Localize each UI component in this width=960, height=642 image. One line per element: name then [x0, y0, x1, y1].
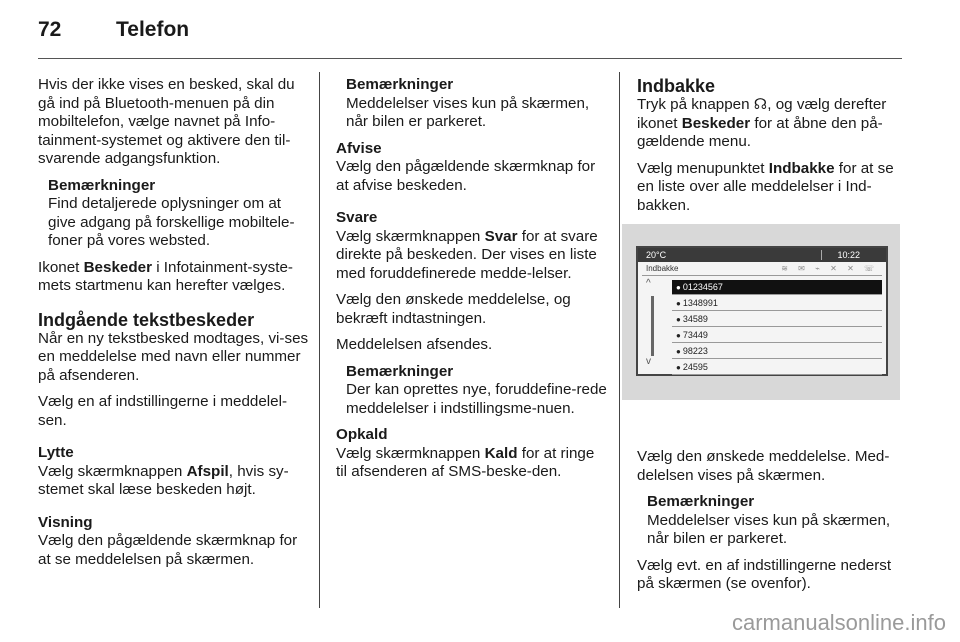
paragraph: Tryk på knappen ☊, og vælg derefter ikonet Beskeder for at åbne den på-gældende menu.: [637, 96, 887, 150]
screen-title: Indbakke: [646, 264, 679, 273]
envelope-icon: ●: [676, 283, 681, 292]
column-3-lower: [637, 448, 905, 602]
envelope-icon: ●: [676, 347, 681, 356]
paragraph: Vælg evt. en af indstillingerne nederst på skærmen (se ovenfor).: [637, 556, 892, 592]
list-item[interactable]: ● 1348991: [672, 296, 882, 311]
note-heading: Bemærkninger: [346, 76, 454, 93]
subheading-lytte: Lytte: [38, 444, 74, 461]
paragraph: Når en ny tekstbesked modtages, vi-ses en meddelelse med navn eller nummer på afsenderen.: [38, 329, 309, 384]
paragraph: Vælg den ønskede meddelelse, og bekræft indtastningen.: [336, 291, 571, 327]
note-box: [336, 363, 608, 419]
display: [636, 246, 888, 376]
envelope-icon: ●: [676, 331, 681, 340]
subheading-svare: Svare: [336, 209, 378, 226]
paragraph: Vælg menupunktet Indbakke for at se en liste over alle meddelelser i Ind-bakken.: [637, 159, 894, 214]
message-list: [672, 280, 882, 376]
status-bar: [638, 248, 886, 262]
envelope-icon: ●: [676, 315, 681, 324]
paragraph: Hvis der ikke vises en besked, skal du gå ind på Bluetooth-menuen på din mobiltelefon, vælge navnet på Info-tainment-systemet og aktivere den til-svarende adgangsfunktion.: [38, 76, 295, 167]
note-text: Find detaljerede oplysninger om at give adgang på forskellige mobiltele-foner på vores websted.: [48, 195, 295, 249]
note-box: [38, 177, 310, 251]
note-box: [336, 76, 608, 132]
paragraph: Vælg en af indstillingerne i meddelel-sen.: [38, 393, 288, 429]
scroll-track[interactable]: [651, 296, 654, 356]
page-title: Telefon: [116, 18, 190, 41]
envelope-icon: ●: [676, 363, 681, 372]
note-heading: Bemærkninger: [647, 493, 755, 510]
clock: 10:22: [837, 250, 860, 260]
header-rule: [38, 58, 902, 59]
paragraph: Vælg den ønskede meddelelse. Med-delelsen vises på skærmen.: [637, 448, 890, 484]
list-item[interactable]: ● 34589: [672, 312, 882, 327]
note-text: Meddelelser vises kun på skærmen, når bilen er parkeret.: [647, 511, 891, 547]
paragraph: Vælg skærmknappen Svar for at svare direkte på beskeden. Der vises en liste med foruddefinerede medde-lelser.: [336, 227, 598, 282]
phone-icon: ☊: [753, 96, 768, 113]
list-item[interactable]: ● 98223: [672, 344, 882, 359]
page-header: [38, 18, 902, 60]
list-item[interactable]: ● 01234567: [672, 280, 882, 295]
note-heading: Bemærkninger: [346, 362, 454, 380]
list-item[interactable]: ● 73449: [672, 328, 882, 343]
note-box: [637, 493, 905, 549]
paragraph: Vælg skærmknappen Afspil, hvis sy-stemet skal læse beskeden højt.: [38, 462, 289, 498]
subheading-opkald: Opkald: [336, 426, 388, 443]
column-divider: [619, 72, 620, 608]
paragraph: Vælg skærmknappen Kald for at ringe til afsenderen af SMS-beske-den.: [336, 444, 595, 480]
divider: [821, 250, 822, 260]
paragraph: Vælg den pågældende skærmknap for at afvise beskeden.: [336, 158, 596, 194]
envelope-icon: ●: [676, 299, 681, 308]
scroll-up-icon[interactable]: ^: [646, 278, 651, 289]
watermark: carmanualsonline.info: [731, 610, 946, 635]
column-1: [38, 76, 310, 577]
status-icons: ≋ ✉ ⌁ ✕ ✕ ☏: [781, 264, 878, 273]
note-text: Der kan oprettes nye, foruddefine-rede meddelelser i indstillingsme-nuen.: [346, 381, 607, 417]
temperature: 20°C: [646, 250, 667, 260]
page-number: 72: [38, 18, 62, 41]
note-text: Meddelelser vises kun på skærmen, når bilen er parkeret.: [346, 94, 590, 130]
subheading-visning: Visning: [38, 513, 93, 531]
divider: [642, 275, 882, 276]
infotainment-screenshot: [622, 224, 900, 400]
subheading-afvise: Afvise: [336, 139, 382, 157]
scroll-down-icon[interactable]: v: [646, 356, 651, 367]
list-item[interactable]: ● 24595: [672, 360, 882, 375]
paragraph: Vælg den pågældende skærmknap for at se meddelelsen på skærmen.: [38, 532, 298, 568]
section-heading: Indbakke: [637, 76, 716, 96]
section-heading: Indgående tekstbeskeder: [38, 309, 255, 330]
paragraph: Ikonet Beskeder i Infotainment-syste-mets startmenu kan herefter vælges.: [38, 258, 293, 294]
paragraph: Meddelelsen afsendes.: [336, 336, 493, 353]
column-2: [336, 76, 608, 490]
note-heading: Bemærkninger: [48, 176, 156, 194]
column-divider: [319, 72, 320, 608]
scrollbar[interactable]: [646, 278, 660, 374]
column-3: [637, 76, 905, 223]
